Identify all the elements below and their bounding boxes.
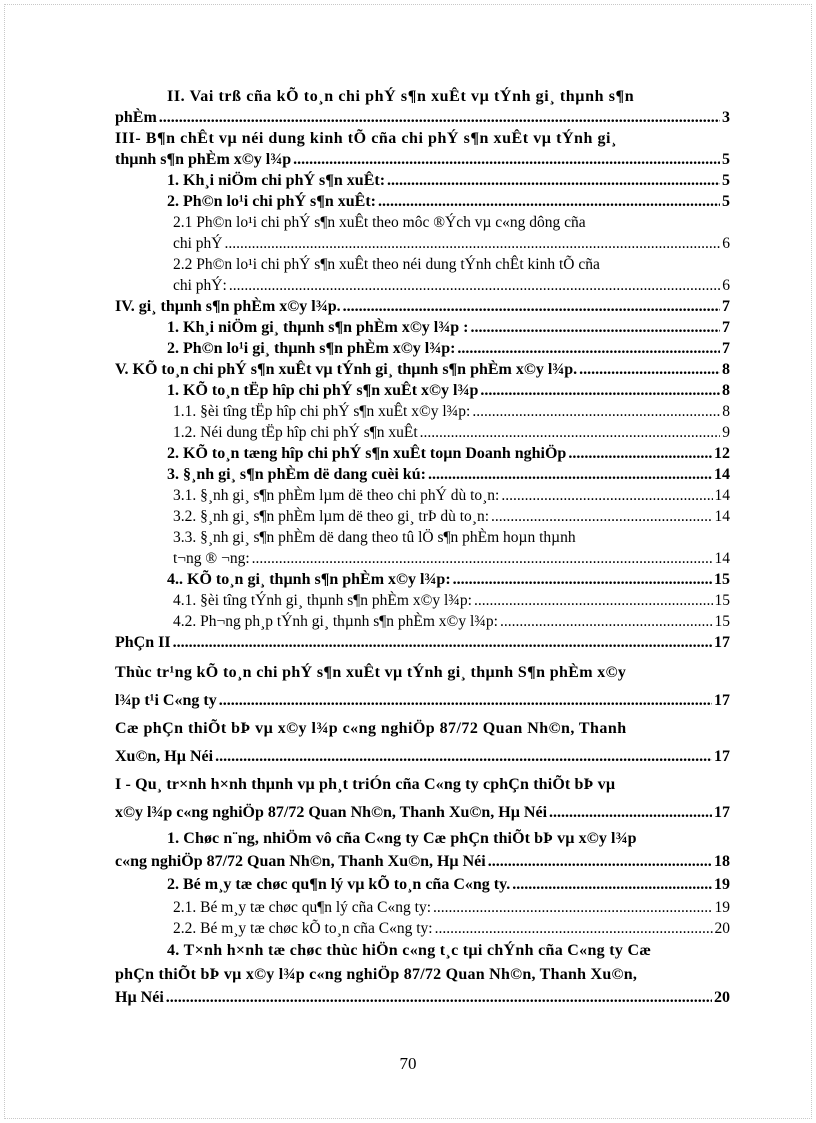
dot-leader xyxy=(472,401,720,422)
toc-entry-title: 2.2. Bé m¸y tæ chøc kÕ to¸n cña C«ng ty: xyxy=(173,920,433,937)
toc-entry-title: 1. KÕ to¸n tËp hîp chi phÝ s¶n xuÊt x©y l¾p xyxy=(167,382,479,399)
toc-entry-page: 14 xyxy=(714,487,730,504)
table-of-contents xyxy=(115,86,730,1009)
dot-leader xyxy=(512,873,712,897)
toc-entry-title: PhÇn II xyxy=(115,634,171,651)
toc-entry[interactable] xyxy=(115,918,730,939)
toc-entry-page: 14 xyxy=(714,508,730,525)
toc-entry-line: 2.1 Ph©n lo¹i chi phÝ s¶n xuÊt theo môc ®Ých vµ c«ng dông cña xyxy=(173,214,586,231)
toc-entry[interactable] xyxy=(115,401,730,422)
toc-entry-title: V. KÕ to¸n chi phÝ s¶n xuÊt vµ tÝnh gi¸ thµnh s¶n phÈm x©y l¾p. xyxy=(115,361,578,378)
toc-entry-page: 7 xyxy=(722,298,730,315)
toc-entry-page: 9 xyxy=(722,424,730,441)
toc-entry[interactable] xyxy=(115,632,730,653)
toc-entry[interactable] xyxy=(115,799,730,827)
toc-entry-page: 8 xyxy=(722,403,730,420)
toc-entry-title: IV. gi¸ thµnh s¶n phÈm x©y l¾p. xyxy=(115,298,341,315)
toc-entry[interactable] xyxy=(115,743,730,771)
toc-entry-page: 5 xyxy=(722,172,730,189)
dot-leader xyxy=(219,687,712,715)
toc-entry-page: 19 xyxy=(714,899,730,916)
dot-leader xyxy=(173,632,712,653)
toc-entry[interactable] xyxy=(115,506,730,527)
toc-entry-page: 7 xyxy=(722,319,730,336)
dot-leader xyxy=(225,233,721,254)
dot-leader xyxy=(579,359,720,380)
toc-entry[interactable] xyxy=(115,873,730,897)
toc-entry-line: 1. Chøc n¨ng, nhiÖm vô cña C«ng ty Cæ phÇn thiÕt bÞ vµ x©y l¾p xyxy=(167,830,637,847)
dot-leader xyxy=(387,170,720,191)
toc-entry-title: t¬ng ® ¬ng: xyxy=(173,550,250,567)
toc-entry[interactable] xyxy=(115,611,730,632)
toc-entry-title: 4.1. §èi tîng tÝnh gi¸ thµnh s¶n phÈm x©y l¾p: xyxy=(173,592,472,609)
toc-entry[interactable] xyxy=(115,107,730,128)
toc-entry[interactable] xyxy=(115,548,730,569)
toc-entry[interactable] xyxy=(115,191,730,212)
dot-leader xyxy=(500,611,713,632)
dot-leader xyxy=(470,317,720,338)
dot-leader xyxy=(420,422,721,443)
toc-entry-title: 3. §¸nh gi¸ s¶n phÈm dë dang cuèi kú: xyxy=(167,466,426,483)
toc-entry[interactable] xyxy=(115,359,730,380)
toc-entry[interactable] xyxy=(115,590,730,611)
toc-entry[interactable] xyxy=(115,464,730,485)
toc-entry[interactable] xyxy=(115,233,730,254)
toc-entry-page: 17 xyxy=(714,748,730,765)
dot-leader xyxy=(568,443,712,464)
toc-entry-page: 19 xyxy=(714,876,730,893)
toc-entry-page: 6 xyxy=(722,235,730,252)
toc-entry-page: 18 xyxy=(714,853,730,870)
page-number: 70 xyxy=(399,1054,417,1073)
toc-entry[interactable] xyxy=(115,275,730,296)
toc-entry[interactable] xyxy=(115,987,730,1009)
dot-leader xyxy=(457,338,720,359)
toc-entry-title: 2. Ph©n lo¹i gi¸ thµnh s¶n phÈm x©y l¾p: xyxy=(167,340,456,357)
toc-entry-title: 1. Kh¸i niÖm chi phÝ s¶n xuÊt: xyxy=(167,172,386,189)
dot-leader xyxy=(343,296,720,317)
toc-entry-page: 20 xyxy=(714,920,730,937)
toc-entry-page: 14 xyxy=(714,466,730,483)
dot-leader xyxy=(488,851,712,873)
dot-leader xyxy=(453,569,712,590)
toc-entry-page: 15 xyxy=(714,613,730,630)
dot-leader xyxy=(435,918,713,939)
toc-entry-page: 12 xyxy=(714,445,730,462)
toc-entry[interactable] xyxy=(115,170,730,191)
toc-entry-line: Cæ phÇn thiÕt bÞ vµ x©y l¾p c«ng nghiÖp 87/72 Quan Nh©n, Thanh xyxy=(115,720,627,737)
toc-entry-line: Thùc tr¹ng kÕ to¸n chi phÝ s¶n xuÊt vµ tÝnh gi¸ thµnh S¶n phÈm x©y xyxy=(115,664,627,681)
dot-leader xyxy=(229,275,720,296)
toc-entry-page: 20 xyxy=(714,989,730,1006)
toc-entry-page: 14 xyxy=(714,550,730,567)
toc-entry-page: 17 xyxy=(714,692,730,709)
toc-entry[interactable] xyxy=(115,296,730,317)
toc-entry-title: 2.1. Bé m¸y tæ chøc qu¶n lý cña C«ng ty: xyxy=(173,899,432,916)
dot-leader xyxy=(252,548,713,569)
toc-entry-line: 3.3. §¸nh gi¸ s¶n phÈm dë dang theo tû lÖ s¶n phÈm hoµn thµnh xyxy=(173,529,576,546)
dot-leader xyxy=(433,897,712,918)
toc-entry[interactable] xyxy=(115,338,730,359)
toc-entry-title: l¾p t¹i C«ng ty xyxy=(115,692,217,709)
dot-leader xyxy=(474,590,713,611)
toc-entry[interactable] xyxy=(115,687,730,715)
toc-entry-title: 1. Kh¸i niÖm gi¸ thµnh s¶n phÈm x©y l¾p : xyxy=(167,319,469,336)
toc-entry[interactable] xyxy=(115,569,730,590)
dot-leader xyxy=(378,191,720,212)
toc-entry-page: 15 xyxy=(714,592,730,609)
toc-entry-title: 2. Bé m¸y tæ chøc qu¶n lý vµ kÕ to¸n cña C«ng ty. xyxy=(167,876,511,893)
toc-entry-page: 3 xyxy=(722,109,730,126)
toc-entry-page: 17 xyxy=(714,804,730,821)
toc-entry-title: 3.2. §¸nh gi¸ s¶n phÈm lµm dë theo gi¸ trÞ dù to¸n: xyxy=(173,508,490,525)
toc-entry-title: Xu©n, Hµ Néi xyxy=(115,748,214,765)
toc-entry-title: 2. Ph©n lo¹i chi phÝ s¶n xuÊt: xyxy=(167,193,376,210)
dot-leader xyxy=(159,107,720,128)
toc-entry-line: 2.2 Ph©n lo¹i chi phÝ s¶n xuÊt theo néi dung tÝnh chÊt kinh tÕ cña xyxy=(173,256,600,273)
toc-entry-line: I - Qu¸ tr×nh h×nh thµnh vµ ph¸t triÓn cña C«ng ty cphÇn thiÕt bÞ vµ xyxy=(115,776,616,793)
toc-entry-page: 15 xyxy=(714,571,730,588)
toc-entry[interactable] xyxy=(115,317,730,338)
dot-leader xyxy=(215,743,712,771)
toc-entry[interactable] xyxy=(115,443,730,464)
toc-entry-page: 8 xyxy=(722,361,730,378)
toc-entry[interactable] xyxy=(115,380,730,401)
toc-entry[interactable] xyxy=(115,897,730,918)
toc-entry-line: phÇn thiÕt bÞ vµ x©y l¾p c«ng nghiÖp 87/72 Quan Nh©n, Thanh Xu©n, xyxy=(115,966,638,983)
dot-leader xyxy=(549,799,712,827)
dot-leader xyxy=(293,149,720,170)
toc-entry-page: 7 xyxy=(722,340,730,357)
dot-leader xyxy=(166,987,712,1009)
toc-entry-title: 4.2. Ph¬ng ph¸p tÝnh gi¸ thµnh s¶n phÈm x©y l¾p: xyxy=(173,613,498,630)
toc-entry[interactable] xyxy=(115,149,730,170)
toc-entry-page: 5 xyxy=(722,151,730,168)
toc-entry-page: 17 xyxy=(714,634,730,651)
toc-entry-title: 2. KÕ to¸n tæng hîp chi phÝ s¶n xuÊt toµn Doanh nghiÖp xyxy=(167,445,567,462)
toc-entry-title: 1.2. Néi dung tËp hîp chi phÝ s¶n xuÊt xyxy=(173,424,418,441)
toc-entry-title: phÈm xyxy=(115,109,157,126)
toc-entry-title: Hµ Néi xyxy=(115,989,164,1006)
toc-entry[interactable] xyxy=(115,422,730,443)
dot-leader xyxy=(501,485,712,506)
toc-entry-page: 5 xyxy=(722,193,730,210)
toc-entry-title: x©y l¾p c«ng nghiÖp 87/72 Quan Nh©n, Thanh Xu©n, Hµ Néi xyxy=(115,804,548,821)
toc-entry-title: chi phÝ: xyxy=(173,277,227,294)
toc-entry-line: II. Vai trß cña kÕ to¸n chi phÝ s¶n xuÊt vµ tÝnh gi¸ thµnh s¶n xyxy=(167,88,635,105)
toc-entry-page: 8 xyxy=(722,382,730,399)
toc-entry-line: III- B¶n chÊt vµ néi dung kinh tÕ cña chi phÝ s¶n xuÊt vµ tÝnh gi¸ xyxy=(115,130,617,147)
toc-entry-title: thµnh s¶n phÈm x©y l¾p xyxy=(115,151,292,168)
toc-entry-page: 6 xyxy=(722,277,730,294)
toc-entry[interactable] xyxy=(115,851,730,873)
dot-leader xyxy=(428,464,712,485)
toc-entry-title: 4.. KÕ to¸n gi¸ thµnh s¶n phÈm x©y l¾p: xyxy=(167,571,451,588)
toc-entry-title: chi phÝ xyxy=(173,235,223,252)
toc-entry[interactable] xyxy=(115,485,730,506)
toc-entry-title: 3.1. §¸nh gi¸ s¶n phÈm lµm dë theo chi phÝ dù to¸n: xyxy=(173,487,500,504)
dot-leader xyxy=(480,380,720,401)
dot-leader xyxy=(491,506,712,527)
toc-entry-line: 4. T×nh h×nh tæ chøc thùc hiÖn c«ng t¸c tµi chÝnh cña C«ng ty Cæ xyxy=(167,942,652,959)
toc-entry-title: 1.1. §èi tîng tËp hîp chi phÝ s¶n xuÊt x©y l¾p: xyxy=(173,403,471,420)
toc-entry-title: c«ng nghiÖp 87/72 Quan Nh©n, Thanh Xu©n, Hµ Néi xyxy=(115,853,486,870)
